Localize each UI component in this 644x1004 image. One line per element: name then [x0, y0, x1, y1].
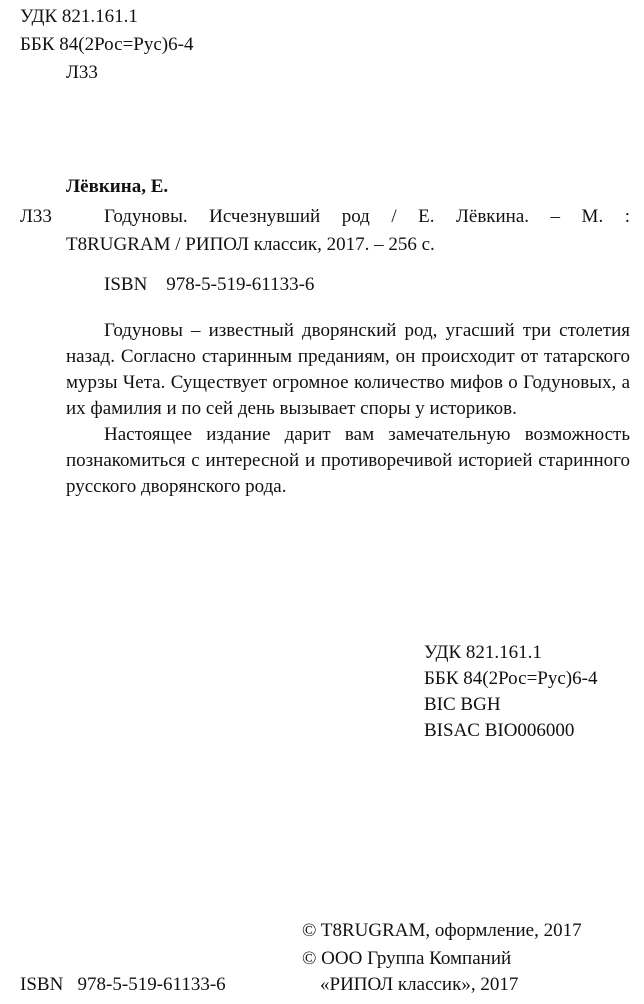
- footer-isbn: ISBN 978-5-519-61133-6: [20, 974, 226, 995]
- header-bbk: ББК 84(2Рос=Рус)6-4: [20, 34, 194, 55]
- classification-bic: BIC BGH: [424, 694, 501, 715]
- annotation-paragraph-2: Настоящее издание дарит вам замечательную возможность познакомиться с интересной и противоречивой историей старинного русского дворянского рода.: [66, 424, 630, 497]
- annotation-paragraph-1: Годуновы – известный дворянский род, угасший три столетия назад. Согласно старинным преданиям, он происходит от татарского мурзы Чета. Существует огромное количество мифов о Годуновых, а их фамилия и по сей день вызывает споры у историков.: [66, 320, 630, 419]
- classification-udk: УДК 821.161.1: [424, 642, 542, 663]
- copyright-line-1: © T8RUGRAM, оформление, 2017: [302, 920, 582, 941]
- record-bib-line-2: T8RUGRAM / РИПОЛ классик, 2017. – 256 с.: [66, 234, 435, 255]
- record-author: Лёвкина, Е.: [66, 176, 169, 197]
- classification-bbk: ББК 84(2Рос=Рус)6-4: [424, 668, 598, 689]
- copyright-line-2: © ООО Группа Компаний: [302, 948, 512, 969]
- copyright-line-3: «РИПОЛ классик», 2017: [320, 974, 519, 995]
- record-bib-line-1: Годуновы. Исчезнувший род / Е. Лёвкина. – М. :: [104, 206, 630, 227]
- classification-block: [424, 640, 597, 744]
- header-author-code: Л33: [66, 62, 98, 83]
- annotation: [66, 318, 630, 500]
- header-udk: УДК 821.161.1: [20, 6, 138, 27]
- record-isbn: ISBN 978-5-519-61133-6: [104, 274, 315, 295]
- record-card-code: Л33: [20, 206, 52, 227]
- classification-bisac: BISAC BIO006000: [424, 720, 575, 741]
